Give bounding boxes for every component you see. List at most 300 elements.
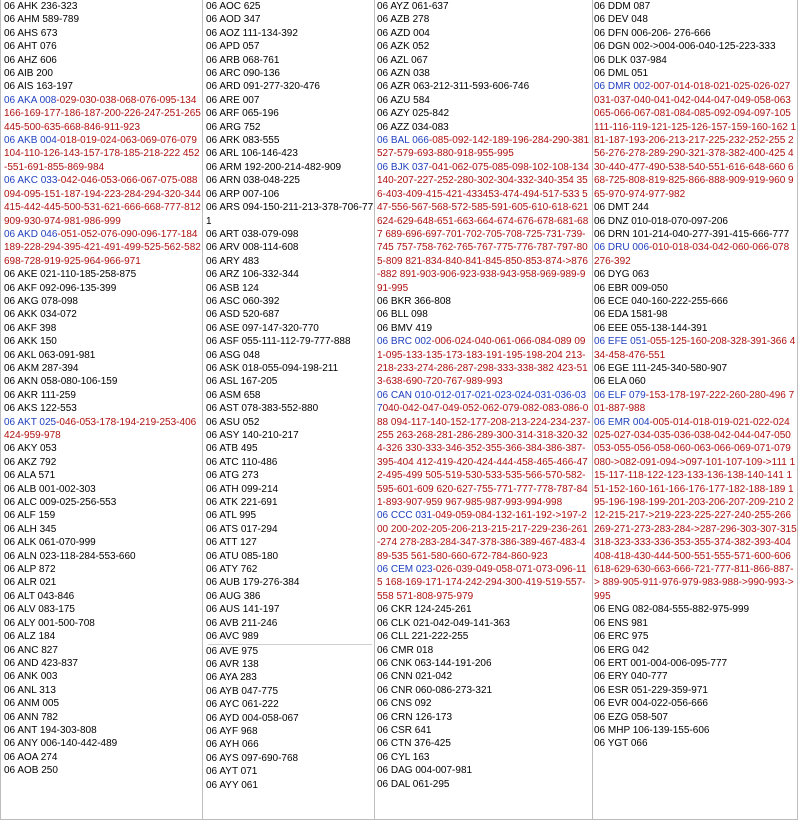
plate-entry — [594, 630, 797, 643]
plate-entry — [594, 27, 797, 40]
plate-entry — [206, 590, 374, 603]
plate-entry — [594, 282, 797, 295]
plate-entry — [206, 282, 374, 295]
plate-entry — [4, 335, 201, 348]
plate-entry — [594, 657, 797, 670]
plate-entry — [206, 483, 374, 496]
plate-entry — [377, 161, 591, 295]
plate-entry — [594, 54, 797, 67]
plate-entry — [4, 322, 201, 335]
plate-entry — [377, 13, 591, 26]
plate-number-list: -006-024-040-061-066-084-089 091-095-133-135-173-183-191-195-198-204 213-218-233-274-286-287-298-333-338-382 423-513-638-690-720-767-989-993 — [377, 336, 588, 388]
plate-entry — [4, 751, 201, 764]
plate-code: 06 AKK 034-072 — [4, 309, 77, 321]
plate-entry — [377, 295, 591, 308]
plate-code: 06 ERG 042 — [594, 644, 650, 656]
plate-entry — [206, 752, 374, 765]
plate-entry — [377, 335, 591, 389]
plate-entry — [377, 107, 591, 120]
plate-entry — [4, 80, 201, 93]
plate-entry — [594, 684, 797, 697]
plate-entry — [594, 737, 797, 750]
plate-code: 06 AZN 038 — [377, 68, 430, 80]
plate-entry — [4, 576, 201, 589]
plate-code: 06 ASU 052 — [206, 416, 260, 428]
highlighted-plate-code: 06 CEM 023 — [377, 564, 433, 576]
plate-entry — [594, 389, 797, 416]
plate-entry — [206, 94, 374, 107]
plate-entry — [206, 54, 374, 67]
column-divider — [202, 0, 203, 820]
plate-code: 06 ASF 055-111-112-79-777-888 — [206, 336, 351, 348]
plate-code: 06 ARC 090-136 — [206, 68, 280, 80]
plate-entry — [206, 295, 374, 308]
plate-entry — [377, 40, 591, 53]
plate-entry — [206, 308, 374, 321]
plate-entry — [4, 27, 201, 40]
column-divider — [374, 0, 375, 820]
plate-entry — [4, 174, 201, 228]
plate-entry — [206, 536, 374, 549]
plate-entry — [377, 54, 591, 67]
plate-code: 06 ARD 091-277-320-476 — [206, 81, 320, 93]
plate-code: 06 CTN 376-425 — [377, 738, 451, 750]
plate-number-list: -049-059-084-132-161-192->197-200 200-202-205-206-213-215-217-229-236-261-274 278-283-284-347-378-386-389-467-483-489-535 561-580-660-672-784-860-923 — [377, 510, 588, 562]
plate-code: 06 ATS 017-294 — [206, 523, 278, 535]
plate-code: 06 AKF 398 — [4, 322, 57, 334]
plate-code: 06 ATT 127 — [206, 537, 257, 549]
plate-entry — [4, 550, 201, 563]
plate-entry — [206, 725, 374, 738]
plate-code: 06 ALC 009-025-256-553 — [4, 497, 117, 509]
plate-number-list: -029-030-038-068-076-095-134 166-169-177-186-187-200-226-247-251-265 445-500-635-668-846-911-923 — [4, 94, 201, 133]
plate-code: 06 YGT 066 — [594, 738, 648, 750]
plate-code: 06 ATG 273 — [206, 470, 259, 482]
plate-code: 06 ALY 001-500-708 — [4, 617, 95, 629]
plate-number-list: -055-125-160-208-328-391-366 434-458-476-551 — [594, 336, 796, 361]
plate-code: 06 AYZ 061-637 — [377, 1, 449, 12]
plate-code: 06 ERT 001-004-006-095-777 — [594, 657, 728, 669]
plate-entry — [377, 27, 591, 40]
plate-code: 06 ELA 060 — [594, 376, 646, 388]
plate-entry — [594, 711, 797, 724]
highlighted-plate-code: 06 ELF 079 — [594, 389, 646, 401]
plate-entry — [377, 563, 591, 603]
plate-entry — [206, 456, 374, 469]
plate-entry — [377, 389, 591, 510]
plate-entry — [206, 67, 374, 80]
plate-entry — [4, 308, 201, 321]
plate-entry — [377, 684, 591, 697]
plate-entry — [4, 40, 201, 53]
plate-code: 06 ALT 043-846 — [4, 590, 75, 602]
plate-entry — [206, 671, 374, 684]
plate-code: 06 ASE 097-147-320-770 — [206, 322, 319, 334]
plate-entry — [206, 712, 374, 725]
plate-code: 06 ASK 018-055-094-198-211 — [206, 362, 339, 374]
plate-entry — [4, 630, 201, 643]
plate-entry — [377, 697, 591, 710]
plate-code: 06 CMR 018 — [377, 644, 434, 656]
plate-entry — [594, 335, 797, 362]
plate-code: 06 AUG 386 — [206, 590, 261, 602]
plate-entry — [206, 523, 374, 536]
plate-entry — [4, 509, 201, 522]
plate-entry — [206, 228, 374, 241]
plate-entry — [206, 658, 374, 671]
plate-entry — [4, 724, 201, 737]
plate-code: 06 MHP 106-139-155-606 — [594, 724, 710, 736]
plate-code: 06 ANT 194-303-808 — [4, 724, 97, 736]
plate-entry — [206, 80, 374, 93]
plate-entry — [4, 563, 201, 576]
plate-entry — [206, 402, 374, 415]
plate-code: 06 AHT 076 — [4, 41, 57, 53]
plate-entry — [4, 349, 201, 362]
highlighted-plate-code: 06 CCC 031 — [377, 510, 433, 522]
plate-code: 06 ARG 752 — [206, 121, 261, 133]
plate-code: 06 ALK 061-070-999 — [4, 537, 96, 549]
plate-code: 06 AKG 078-098 — [4, 295, 78, 307]
plate-number-list: -085-092-142-189-196-284-290-381 527-579-693-880-918-955-995 — [377, 135, 590, 160]
plate-entry — [594, 375, 797, 388]
plate-entry — [206, 335, 374, 348]
plate-number-list: 040-042-047-049-052-062-079-082-083-086-088 094-117-140-152-177-208-213-224-234-237-255 263-268-281-286-289-300-314-318-320-324-326 330-333-346-352-355-366-384-386-387-395-404 412-419-420-424-444-458-465-466-472-495-499 505-519-530-533-535-566-570-582-595-601-609 620-627-755-771-777-778-787-841-893-907-959 967-985-987-993-994-998 — [377, 403, 591, 509]
plate-entry — [206, 147, 374, 160]
plate-entry — [377, 778, 591, 791]
plate-entry — [4, 737, 201, 750]
plate-code: 06 AKM 287-394 — [4, 362, 79, 374]
plate-code: 06 ARM 192-200-214-482-909 — [206, 161, 342, 173]
plate-entry — [594, 295, 797, 308]
plate-entry — [206, 241, 374, 254]
plate-code: 06 AYH 066 — [206, 739, 259, 751]
plate-code: 06 ASL 167-205 — [206, 376, 278, 388]
plate-entry — [4, 684, 201, 697]
plate-number-list: -005-014-018-019-021-022-024 025-027-034-035-036-038-042-044-047-050 053-055-056-058-060-063-066-069-071-079 080->082-091-094->097-101-107-109->111 115-117-118-122-123-133-136-138-140-141 151-152-160-161-166-176-177-182-188-189 195-196-198-199-201-203-206-207-209-210 212-215-217->219-223-225-227-240-255-266 269-271-273-283-284->287-296-303-307-315 318-323-333-336-353-355-374-382-393-404 408-418-430-444-500-551-555-571-600-606 618-629-630-663-666-721-777-811-866-887-> 889-905-911-976-979-983-988->990-993->995 — [594, 416, 797, 602]
plate-code: 06 AVB 211-246 — [206, 617, 278, 629]
plate-entry — [4, 228, 201, 268]
plate-entry — [594, 67, 797, 80]
plate-number-list: -153-178-197-222-260-280-496 701-887-988 — [594, 389, 795, 415]
plate-code: 06 ARY 483 — [206, 255, 260, 267]
plate-entry — [4, 764, 201, 777]
plate-entry — [206, 349, 374, 362]
plate-code: 06 ASG 048 — [206, 349, 260, 361]
plate-entry — [377, 308, 591, 321]
plate-entry — [4, 134, 201, 174]
plate-code: 06 CYL 163 — [377, 751, 430, 763]
plate-entry — [4, 94, 201, 134]
plate-code: 06 AHS 673 — [4, 27, 58, 39]
plate-code: 06 ART 038-079-098 — [206, 228, 299, 240]
plate-code: 06 AYS 097-690-768 — [206, 752, 299, 764]
plate-code: 06 ATY 762 — [206, 564, 258, 576]
plate-entry — [206, 188, 374, 201]
plate-code: 06 ATU 085-180 — [206, 550, 279, 562]
plate-entry — [4, 496, 201, 509]
plate-code: 06 AYD 004-058-067 — [206, 712, 299, 724]
plate-code: 06 ESR 051-229-359-971 — [594, 684, 708, 696]
plate-entry — [594, 603, 797, 616]
plate-code: 06 CNS 092 — [377, 698, 432, 710]
plate-entry — [377, 67, 591, 80]
plate-code: 06 AYC 061-222 — [206, 699, 279, 711]
plate-entry — [4, 67, 201, 80]
plate-code: 06 AOD 347 — [206, 14, 261, 26]
plate-entry — [206, 40, 374, 53]
plate-code: 06 CRN 126-173 — [377, 711, 453, 723]
plate-entry — [4, 416, 201, 443]
plate-code: 06 AZK 052 — [377, 41, 430, 53]
plate-code: 06 AVC 989 — [206, 631, 259, 643]
plate-entry — [377, 670, 591, 683]
plate-code: 06 AYY 061 — [206, 779, 258, 791]
plate-entry — [4, 402, 201, 415]
plate-entry — [594, 13, 797, 26]
plate-code: 06 DNZ 010-018-070-097-206 — [594, 215, 728, 227]
plate-code: 06 CSR 641 — [377, 724, 432, 736]
highlighted-plate-code: 06 BRC 002 — [377, 336, 432, 348]
plate-entry — [4, 456, 201, 469]
plate-code: 06 ATC 110-486 — [206, 456, 278, 468]
plate-entry — [377, 724, 591, 737]
plate-entry — [4, 469, 201, 482]
plate-code: 06 BKR 366-808 — [377, 295, 451, 307]
plate-entry — [206, 161, 374, 174]
plate-code: 06 ANK 003 — [4, 671, 58, 683]
plate-code: 06 ARK 083-555 — [206, 135, 280, 147]
column-1 — [4, 0, 201, 778]
plate-entry — [206, 322, 374, 335]
plate-code: 06 AYF 968 — [206, 725, 258, 737]
plate-entry — [594, 241, 797, 268]
plate-code: 06 ARP 007-106 — [206, 188, 280, 200]
plate-code: 06 EBR 009-050 — [594, 282, 668, 294]
plate-code: 06 ENS 981 — [594, 617, 648, 629]
plate-code: 06 ATH 099-214 — [206, 483, 279, 495]
plate-entry — [377, 617, 591, 630]
plate-entry — [4, 617, 201, 630]
plate-entry — [206, 389, 374, 402]
plate-entry — [206, 107, 374, 120]
plate-code: 06 EVR 004-022-056-666 — [594, 698, 708, 710]
plate-entry — [206, 134, 374, 147]
plate-entry — [206, 416, 374, 429]
plate-code: 06 ARV 008-114-608 — [206, 242, 299, 254]
plate-code: 06 ERY 040-777 — [594, 671, 668, 683]
highlighted-plate-code: 06 AKT 025 — [4, 416, 57, 428]
highlighted-plate-code: 06 AKA 008 — [4, 94, 57, 106]
plate-entry — [594, 0, 797, 13]
plate-code: 06 DYG 063 — [594, 269, 650, 281]
plate-code: 06 ATL 995 — [206, 510, 257, 522]
plate-entry — [377, 322, 591, 335]
plate-code: 06 ASM 658 — [206, 389, 261, 401]
plate-entry — [206, 174, 374, 187]
plate-code: 06 ATK 221-691 — [206, 497, 278, 509]
plate-code: 06 CLK 021-042-049-141-363 — [377, 617, 510, 629]
plate-code: 06 DGN 002->004-006-040-125-223-333 — [594, 41, 776, 53]
plate-number-list: -007-014-018-021-025-026-027 031-037-040-041-042-044-047-049-058-063 065-066-067-081-084-085-092-094-097-105 111-116-119-121-125-126-157-159-160-162 181-187-193-206-213-217-225-232-252-255 256-276-278-289-290-321-378-382-400-425 430-440-477-490-538-540-551-616-648-660 668-725-808-819-825-866-888-909-919-960 965-970-974-977-982 — [594, 81, 797, 200]
plate-code: 06 ALH 345 — [4, 523, 57, 535]
plate-entry — [206, 255, 374, 268]
plate-entry — [206, 469, 374, 482]
plate-code: 06 ARF 065-196 — [206, 108, 279, 120]
plate-code: 06 ANC 827 — [4, 644, 58, 656]
plate-code: 06 AOC 625 — [206, 1, 261, 12]
plate-entry — [4, 644, 201, 657]
plate-code: 06 ARE 007 — [206, 94, 260, 106]
plate-code: 06 ANL 313 — [4, 684, 56, 696]
plate-code: 06 AKR 111-259 — [4, 389, 76, 401]
plate-code: 06 DLK 037-984 — [594, 54, 667, 66]
plate-code: 06 EGE 111-245-340-580-907 — [594, 362, 728, 374]
plate-entry — [4, 697, 201, 710]
plate-code: 06 ATB 495 — [206, 443, 258, 455]
plate-entry — [594, 362, 797, 375]
plate-entry — [206, 0, 374, 13]
plate-entry — [594, 670, 797, 683]
plate-entry — [377, 94, 591, 107]
plate-code: 06 AOA 274 — [4, 751, 58, 763]
plate-entry — [594, 308, 797, 321]
plate-entry — [594, 80, 797, 201]
plate-entry — [377, 509, 591, 563]
plate-entry — [377, 737, 591, 750]
plate-entry — [4, 711, 201, 724]
plate-entry — [4, 375, 201, 388]
plate-number-list: -051-052-076-090-096-177-184 189-228-294-395-421-491-499-525-562-582 698-728-919-925-964-966-971 — [4, 228, 201, 267]
plate-entry — [4, 362, 201, 375]
plate-entry — [206, 201, 374, 228]
plate-code: 06 AKS 122-553 — [4, 403, 77, 415]
plate-entry — [4, 54, 201, 67]
plate-entry — [377, 121, 591, 134]
plate-entry — [4, 13, 201, 26]
plate-entry — [206, 765, 374, 778]
plate-code: 06 ANY 006-140-442-489 — [4, 738, 118, 750]
plate-code: 06 ALP 872 — [4, 564, 56, 576]
plate-code: 06 APD 057 — [206, 41, 260, 53]
highlighted-plate-code: 06 BJK 037 — [377, 161, 429, 173]
plate-number-list: -042-046-053-066-067-075-088 094-095-151-187-194-223-284-294-320-344 415-442-445-500-531-621-666-668-777-812 909-930-974-981-986-999 — [4, 175, 201, 227]
plate-code: 06 AYB 047-775 — [206, 685, 279, 697]
column-divider — [592, 0, 593, 820]
plate-code: 06 CNR 060-086-273-321 — [377, 684, 493, 696]
plate-entry — [206, 685, 374, 698]
plate-code: 06 CKR 124-245-261 — [377, 604, 472, 616]
plate-number-list: -018-019-024-063-069-076-079 104-110-126-143-157-178-185-218-222 452-551-691-855-869-984 — [4, 135, 200, 173]
plate-entry — [377, 657, 591, 670]
plate-entry — [377, 80, 591, 93]
highlighted-plate-code: 06 AKD 046 — [4, 228, 58, 240]
plate-code: 06 ANN 782 — [4, 711, 58, 723]
plate-entry — [4, 523, 201, 536]
plate-code: 06 ARN 038-048-225 — [206, 175, 300, 187]
plate-entry — [206, 738, 374, 751]
highlighted-plate-code: 06 BAL 066 — [377, 135, 429, 147]
plate-code: 06 AZR 063-212-311-593-606-746 — [377, 81, 530, 93]
plate-entry — [4, 483, 201, 496]
plate-entry — [4, 536, 201, 549]
plate-entry — [206, 496, 374, 509]
plate-code: 06 AND 423-837 — [4, 657, 78, 669]
plate-entry — [206, 576, 374, 589]
plate-code: 06 EZG 058-507 — [594, 711, 668, 723]
plate-code: 06 BMV 419 — [377, 322, 433, 334]
plate-code: 06 ARZ 106-332-344 — [206, 269, 299, 281]
plate-code: 06 ALR 021 — [4, 577, 57, 589]
plate-code: 06 CLL 221-222-255 — [377, 631, 469, 643]
plate-code: 06 AZL 067 — [377, 54, 428, 66]
plate-number-list: -041-062-075-085-098-102-108-134 140-207-227-252-280-302-304-332-340-354 356-403-409-415-421-433453-474-494-517-533 547-556-567-568-572-585-591-605-610-618-621 624-629-648-651-663-664-674-676-678-681-687 689-696-697-701-702-705-708-725-731-739-745 757-758-762-765-767-775-776-787-797-805-809 821-834-840-841-845-850-853-874->876-882 891-903-906-923-938-943-958-969-989-991-995 — [377, 161, 589, 294]
plate-entry — [4, 295, 201, 308]
plate-entry — [206, 630, 374, 643]
plate-entry — [206, 13, 374, 26]
plate-entry — [206, 563, 374, 576]
plate-entry — [377, 603, 591, 616]
plate-entry — [206, 603, 374, 616]
highlighted-plate-code: 06 EFE 051 — [594, 336, 647, 348]
plate-entry — [206, 268, 374, 281]
plate-code: 06 DMT 244 — [594, 202, 649, 214]
plate-code: 06 ASB 124 — [206, 282, 259, 294]
highlighted-plate-code: 06 AKC 033 — [4, 175, 58, 187]
plate-entry — [4, 442, 201, 455]
plate-code: 06 ASD 520-687 — [206, 309, 280, 321]
column-3 — [377, 0, 591, 791]
plate-entry — [206, 509, 374, 522]
plate-code: 06 AYT 071 — [206, 766, 258, 778]
plate-entry — [206, 645, 374, 658]
plate-code: 06 ASC 060-392 — [206, 295, 280, 307]
plate-code: 06 AKF 092-096-135-399 — [4, 282, 117, 294]
plate-code: 06 ALV 083-175 — [4, 604, 75, 616]
plate-entry — [4, 268, 201, 281]
plate-code: 06 DML 051 — [594, 68, 649, 80]
plate-code: 06 AYA 283 — [206, 672, 257, 684]
plate-entry — [377, 644, 591, 657]
plate-entry — [206, 779, 374, 792]
plate-entry — [594, 268, 797, 281]
plate-entry — [206, 550, 374, 563]
plate-code: 06 AIS 163-197 — [4, 81, 73, 93]
plate-entry — [206, 429, 374, 442]
plate-code: 06 ASY 140-210-217 — [206, 430, 299, 441]
plate-entry — [594, 40, 797, 53]
plate-entry — [206, 375, 374, 388]
plate-code: 06 AVE 975 — [206, 645, 259, 657]
plate-entry — [594, 201, 797, 214]
plate-code: 06 EDA 1581-98 — [594, 309, 668, 321]
plate-code: 06 ANM 005 — [4, 698, 60, 710]
plate-entry — [594, 617, 797, 630]
plate-code: 06 AOZ 111-134-392 — [206, 27, 298, 39]
plate-number-list: -026-039-049-058-071-073-096-115 168-169-171-174-242-294-300-419-519-557-558 571-808-975-979 — [377, 564, 587, 602]
plate-entry — [594, 215, 797, 228]
plate-code: 06 AKZ 792 — [4, 456, 57, 468]
plate-entry — [594, 322, 797, 335]
plate-code: 06 AVR 138 — [206, 658, 259, 670]
plate-code: 06 DAG 004-007-981 — [377, 765, 473, 777]
plate-entry — [377, 134, 591, 161]
highlighted-plate-code: 06 DMR 002 — [594, 81, 651, 93]
plate-entry — [594, 228, 797, 241]
plate-code: 06 DRN 101-214-040-277-391-415-666-777 — [594, 228, 790, 240]
plate-code: 06 CNN 021-042 — [377, 671, 453, 683]
plate-code: 06 ECE 040-160-222-255-666 — [594, 295, 728, 307]
